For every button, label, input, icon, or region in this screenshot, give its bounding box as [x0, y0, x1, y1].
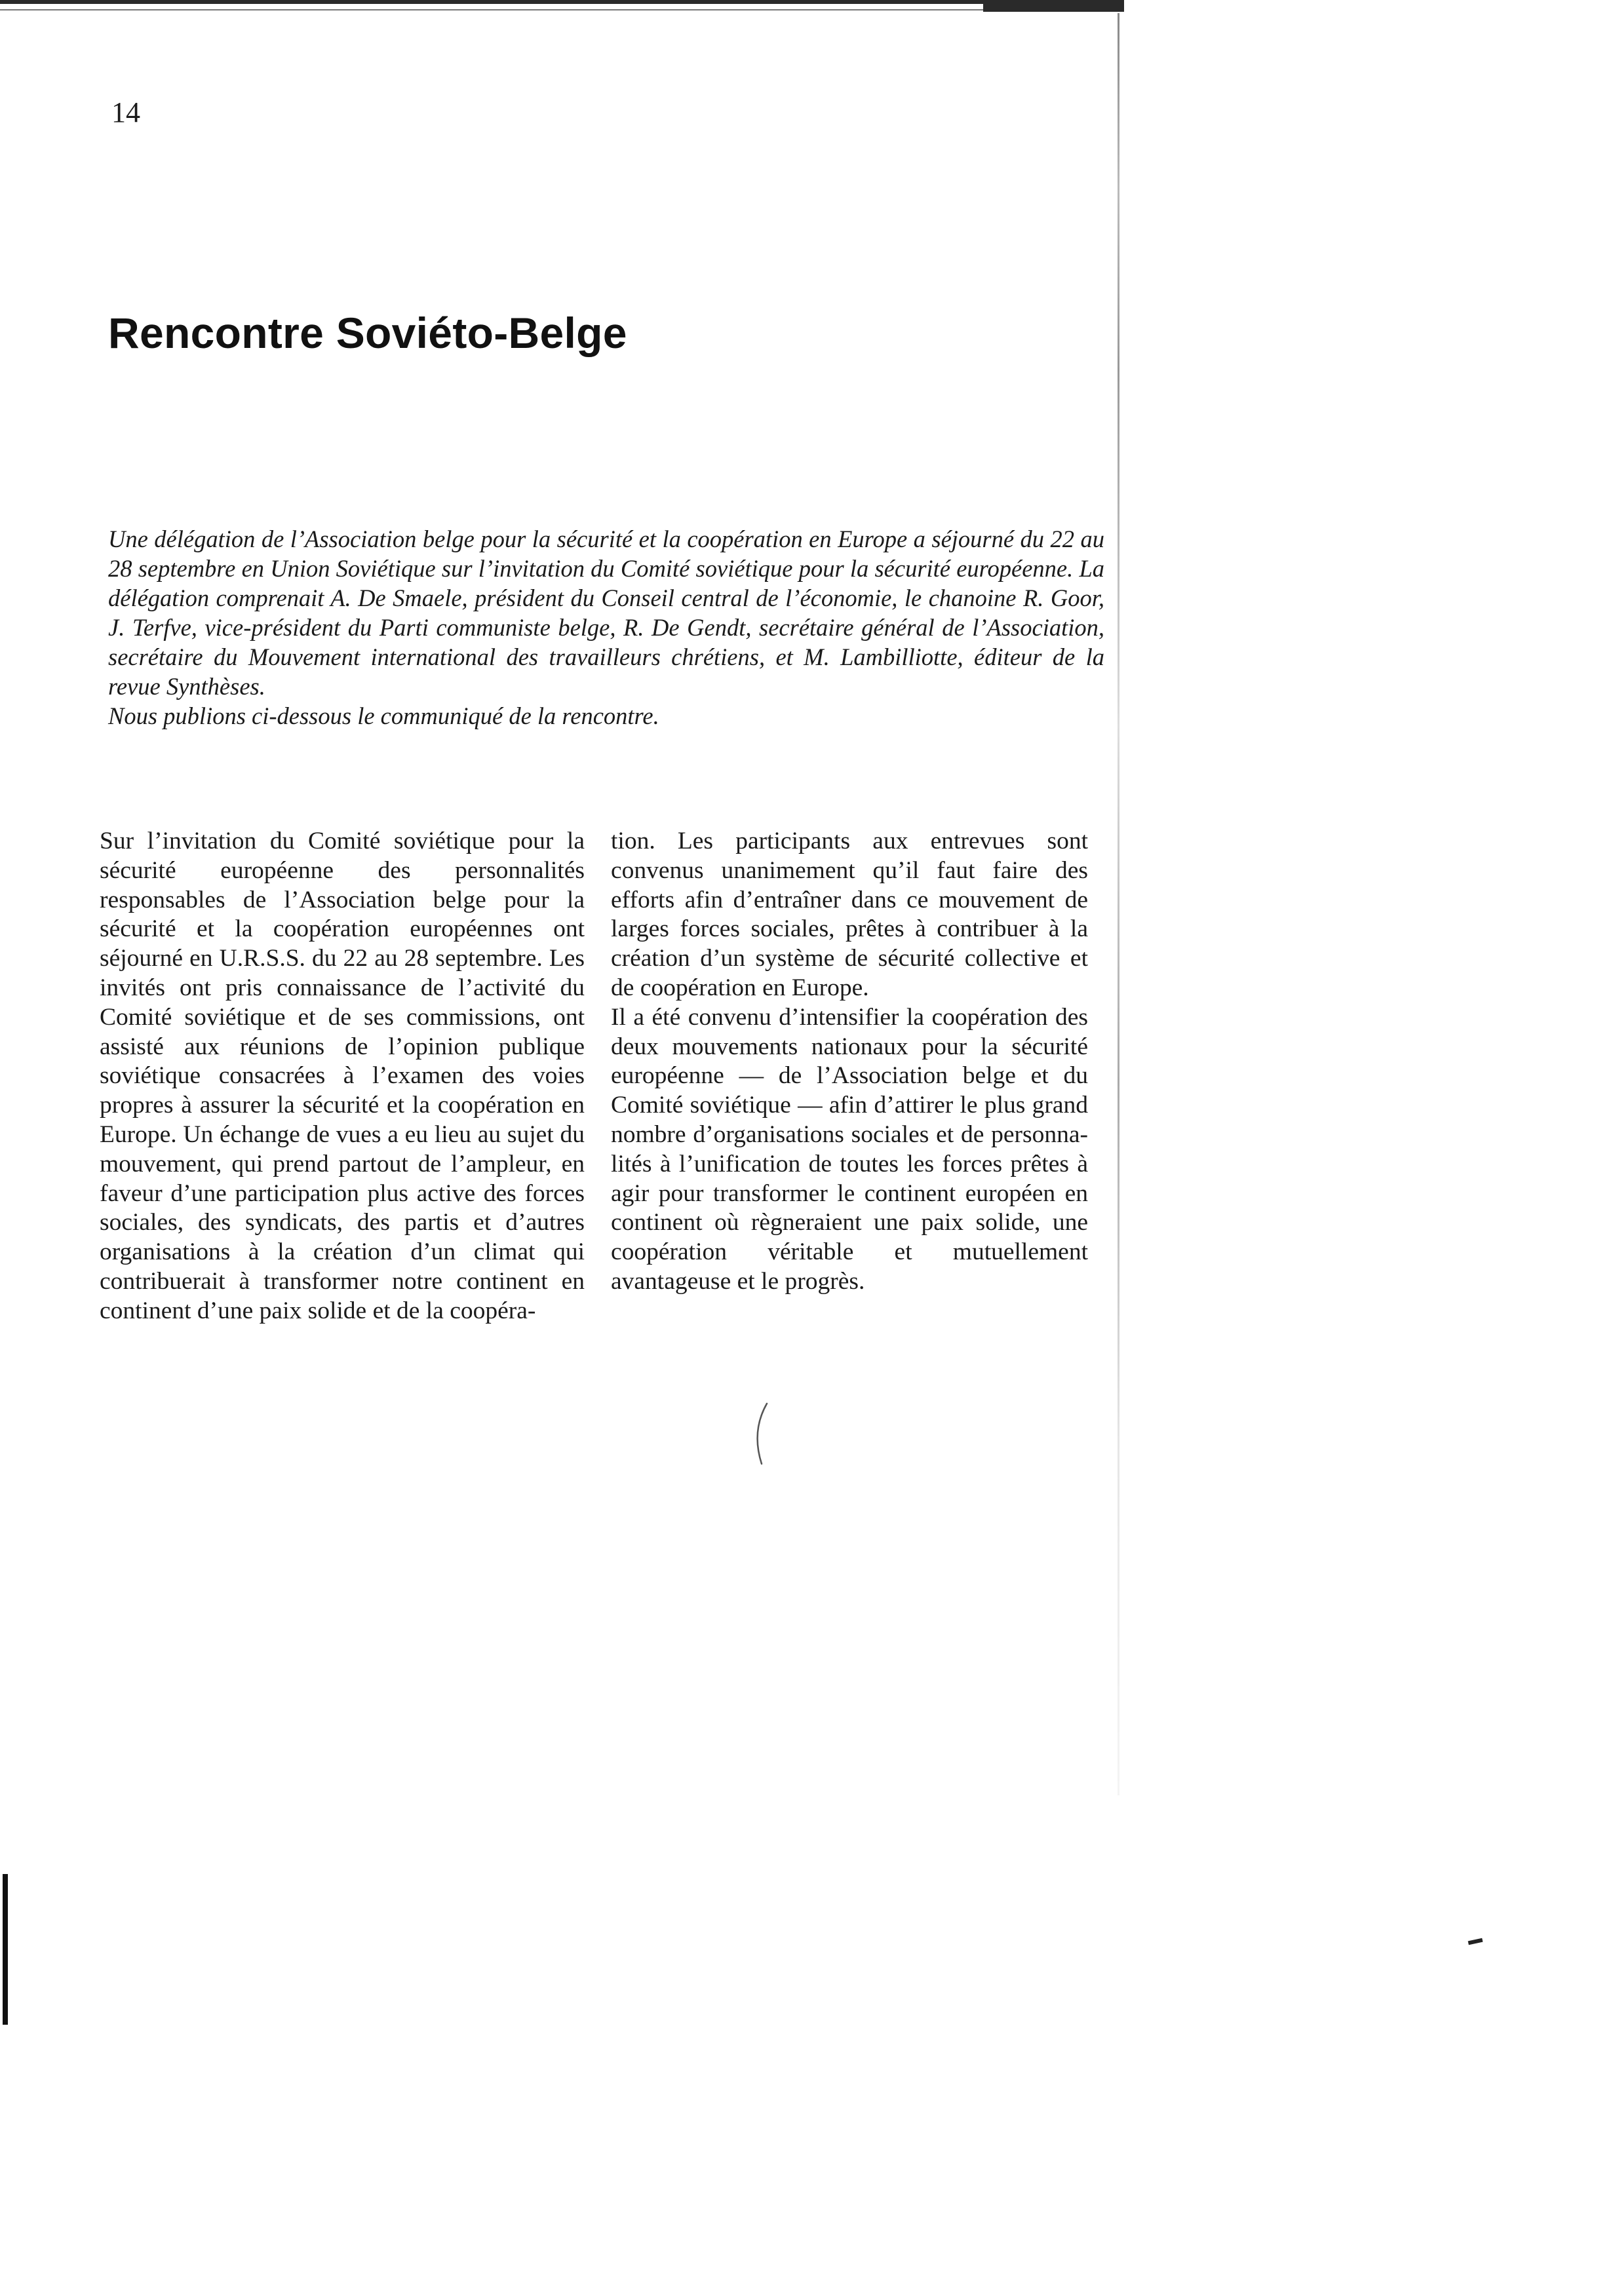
scan-dash-mark	[1468, 1938, 1483, 1945]
intro-paragraph: Une délégation de l’Association belge pour la sécurité et la coopération en Europe a séjourné du 22 au 28 septembre en Union Soviétique sur l’invitation du Comité soviétique pour la sécurité européenne. La délégation comprenait A. De Smaele, président du Conseil central de l’économie, le chanoine R. Goor, J. Terfve, vice-président du Parti communiste belge, R. De Gendt, secrétaire général de l’Association, secrétaire du Mouvement international des travailleurs chrétiens, et M. Lambilliotte, éditeur de la revue Synthèses.	[108, 526, 1104, 700]
body-right-column	[611, 827, 1088, 1297]
intro-block	[108, 524, 1104, 731]
page-number: 14	[111, 96, 140, 128]
scan-right-edge	[1118, 13, 1119, 1795]
scan-left-mark	[3, 1874, 8, 2025]
article-title: Rencontre Soviéto-Belge	[108, 309, 627, 357]
intro-note: Nous publions ci-dessous le communiqué de la rencontre.	[108, 702, 659, 729]
pencil-mark	[747, 1401, 773, 1466]
body-left-column	[100, 827, 585, 1326]
right-column-paragraph-1: tion. Les participants aux entrevues sont convenus unanimement qu’il faut faire des efforts afin d’entraîner dans ce mouvement de larges forces sociales, prêtes à contribuer à la création d’un système de sécurité collective et de coopération en Europe.	[611, 828, 1088, 1001]
left-column-text: Sur l’invitation du Comité soviétique pour la sécurité européenne des personnalités responsables de l’Association belge pour la sécurité et la coopération européennes ont séjourné en U.R.S.S. du 22 au 28 septembre. Les invités ont pris connaissance de l’activité du Comité soviétique et de ses commissions, ont assisté aux réunions de l’opinion publique soviétique consacrées à l’examen des voies propres à assurer la sécurité et la coopération en Europe. Un échange de vues a eu lieu au sujet du mouvement, qui prend partout de l’ampleur, en faveur d’une participation plus active des forces sociales, des syndicats, des partis et d’autres organisations à la création d’un climat qui contribuerait à transformer notre continent en continent d’une paix solide et de la coopéra-	[100, 828, 585, 1324]
right-column-paragraph-2: Il a été convenu d’intensifier la coopération des deux mouvements nationaux pour la sécurité européenne — de l’Association belge et du Comité soviétique — afin d’attirer le plus grand nombre d’organisations sociales et de personnalités à l’unification de toutes les forces prêtes à agir pour transformer le continent européen en continent où règneraient une paix solide, une coopération véritable et mutuellement avantageuse et le progrès.	[611, 1003, 1088, 1295]
